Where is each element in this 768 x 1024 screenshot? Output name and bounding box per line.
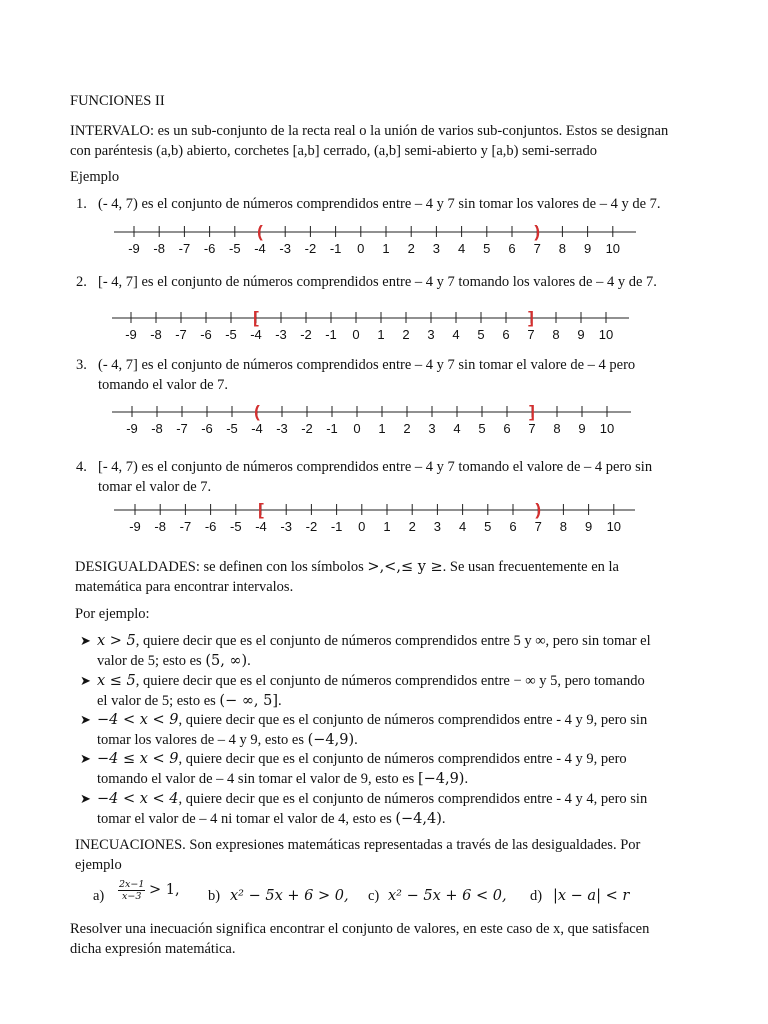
fraction-numerator: 2x−1 [119, 879, 145, 890]
number-line-tick-label: -9 [125, 327, 137, 342]
page-title: FUNCIONES II [70, 93, 165, 109]
item-c-label: c) [368, 888, 380, 904]
desigualdades-line2: matemática para encontrar intervalos. [75, 579, 294, 595]
number-line-tick-label: -5 [229, 241, 241, 256]
item-a-label: a) [93, 888, 105, 904]
number-line-tick-label: 2 [407, 241, 415, 256]
number-line-tick-label: 4 [453, 421, 461, 436]
number-line-tick-label: -1 [326, 421, 338, 436]
number-line-tick-label: 3 [433, 519, 442, 534]
number-line [112, 308, 629, 342]
number-line-tick-label: 1 [383, 519, 391, 534]
bullet-expression: −4 < x < 9 [97, 712, 179, 728]
number-line-tick-label: -7 [178, 241, 191, 256]
bullet-line2 [97, 769, 468, 789]
number-line-tick-label: -7 [176, 421, 188, 436]
intervalo-text: : es un sub-conjunto de la recta real o la unión de varios sub-conjuntos. Estos se designan [149, 123, 669, 139]
bullet-text: tomando el valor de – 4 sin tomar el valor de 9, esto es [97, 771, 418, 787]
number-line-tick-label: 3 [428, 421, 436, 436]
bullet-interval: (− ∞, 5] [219, 693, 279, 709]
number-line-tick-label: 6 [508, 241, 516, 256]
number-line-tick-label: -5 [226, 421, 238, 436]
number-line-tick-label: 8 [559, 519, 568, 534]
number-line-tick-label: -3 [279, 241, 291, 256]
number-line-tick-label: 9 [583, 241, 592, 256]
number-line-tick-label: 1 [377, 327, 385, 342]
arrow-bullet-icon: ➤ [80, 751, 91, 766]
example-text-continued: tomando el valor de 7. [98, 377, 229, 393]
bullet-line1 [97, 749, 627, 769]
bullet-expression: x > 5 [97, 633, 136, 649]
example-text-continued: tomar el valor de 7. [98, 479, 212, 495]
bullet-line2 [97, 809, 446, 829]
number-line-tick-label: 4 [458, 519, 467, 534]
number-line-tick-label: 9 [577, 327, 585, 342]
number-line-tick-label: -9 [126, 421, 138, 436]
number-line-tick-label: 2 [402, 327, 410, 342]
bullet-line1 [97, 671, 645, 691]
number-line-tick-label: 5 [484, 519, 492, 534]
number-line-tick-label: -2 [301, 421, 313, 436]
interval-right-endpoint: ] [529, 402, 535, 421]
number-line-tick-label: 7 [534, 519, 542, 534]
number-line-tick-label: -7 [175, 327, 187, 342]
item-b-expression: x² − 5x + 6 > 0, [230, 888, 349, 904]
bullet-expression: −4 < x < 4 [97, 791, 179, 807]
number-line-tick-label: 5 [478, 421, 486, 436]
number-line-tick-label: -7 [179, 519, 192, 534]
bullet-text: , quiere decir que es el conjunto de números comprendidos entre - 4 y 9, pero [178, 751, 627, 767]
example-text: [- 4, 7) es el conjunto de números comprendidos entre – 4 y 7 tomando el valore de – 4 pero sin [98, 459, 653, 475]
number-line-tick-label: 6 [509, 519, 517, 534]
bullet-end: . [441, 811, 446, 827]
inecuaciones-line1: INECUACIONES. Son expresiones matemáticas representadas a través de las desigualdades. Por [75, 837, 641, 853]
item-c-expression: x² − 5x + 6 < 0, [388, 888, 507, 904]
number-line-tick-label: 1 [378, 421, 386, 436]
bullet-end: . [247, 653, 251, 669]
example-number: 4. [76, 459, 87, 475]
number-line-tick-label: 5 [483, 241, 491, 256]
fraction [118, 879, 145, 902]
number-line-tick-label: 10 [605, 241, 621, 256]
interval-right-endpoint: ) [534, 222, 541, 241]
number-line-tick-label: 10 [606, 519, 622, 534]
number-line-tick-label: -9 [129, 519, 141, 534]
number-line-tick-label: -1 [329, 241, 342, 256]
number-line-tick-label: 6 [503, 421, 511, 436]
number-line-tick-label: -1 [330, 519, 343, 534]
number-line-tick-label: -2 [300, 327, 312, 342]
example-text: [- 4, 7] es el conjunto de números comprendidos entre – 4 y 7 tomando los valores de – 4 y de 7. [98, 274, 657, 290]
number-line-tick-label: -6 [204, 519, 217, 534]
interval-left-endpoint: ( [254, 402, 260, 421]
number-line-tick-label: 9 [578, 421, 586, 436]
number-line [114, 222, 636, 256]
bullet-expression: −4 ≤ x < 9 [97, 751, 179, 767]
desigualdades-text: : se definen con los símbolos [195, 559, 368, 575]
number-line-tick-label: -4 [251, 421, 263, 436]
item-d-label: d) [530, 888, 543, 904]
ejemplo-label: Ejemplo [70, 169, 120, 185]
bullet-end: . [464, 771, 469, 787]
number-line-tick-label: 0 [352, 327, 360, 342]
inecuaciones-line2: ejemplo [75, 857, 122, 873]
bullet-text: el valor de 5; esto es [97, 693, 220, 709]
number-line-tick-label: -9 [128, 241, 140, 256]
number-line-tick-label: 7 [528, 421, 536, 436]
bullet-text: , quiere decir que es el conjunto de números comprendidos entre 5 y ∞, pero sin tomar el [135, 633, 651, 649]
number-line-tick-label: -4 [254, 241, 266, 256]
intervalo-term: INTERVALO [70, 123, 150, 139]
number-line [114, 500, 635, 534]
number-line-tick-label: 7 [527, 327, 535, 342]
number-line-tick-label: -8 [150, 327, 162, 342]
number-line-tick-label: -6 [201, 421, 213, 436]
number-line-tick-label: 8 [552, 327, 560, 342]
number-line-tick-label: -6 [200, 327, 212, 342]
number-line [112, 402, 631, 436]
bullet-text: tomar el valor de – 4 ni tomar el valor de 4, esto es [97, 811, 396, 827]
bullet-line1 [97, 789, 647, 809]
bullet-interval: (5, ∞) [205, 653, 248, 669]
arrow-bullet-icon: ➤ [80, 791, 91, 806]
number-line-tick-label: 3 [432, 241, 441, 256]
bullet-text: valor de 5; esto es [97, 653, 206, 669]
example-number: 1. [76, 196, 87, 212]
number-line-tick-label: 4 [452, 327, 460, 342]
number-line-tick-label: -1 [325, 327, 337, 342]
number-line-tick-label: 0 [357, 241, 365, 256]
number-line-tick-label: -8 [153, 241, 165, 256]
number-line-tick-label: -6 [203, 241, 216, 256]
bullet-text: , quiere decir que es el conjunto de números comprendidos entre - 4 y 4, pero sin [178, 791, 648, 807]
number-line-tick-label: 0 [358, 519, 366, 534]
fraction-denominator: x−3 [122, 891, 142, 902]
number-line-tick-label: -8 [154, 519, 166, 534]
number-line-tick-label: -2 [304, 241, 317, 256]
number-line-tick-label: 8 [558, 241, 567, 256]
number-line-tick-label: 5 [477, 327, 485, 342]
number-line-tick-label: -2 [305, 519, 318, 534]
number-line-tick-label: -5 [225, 327, 237, 342]
item-d-expression: |x − a| < r [553, 888, 630, 904]
bullet-line1 [97, 631, 651, 651]
item-b-label: b) [208, 888, 221, 904]
desigualdades-line1 [75, 557, 619, 577]
arrow-bullet-icon: ➤ [80, 673, 91, 688]
bullet-interval: [−4,9) [417, 771, 465, 787]
number-line-tick-label: 10 [599, 421, 615, 436]
number-line-tick-label: -5 [230, 519, 242, 534]
bullet-text: tomar los valores de – 4 y 9, esto es [97, 732, 308, 748]
example-text: (- 4, 7] es el conjunto de números comprendidos entre – 4 y 7 sin tomar el valore de – 4 pero [98, 357, 636, 373]
bullet-line2 [97, 651, 251, 671]
bullet-end: . [354, 732, 358, 748]
number-line-tick-label: -3 [275, 327, 287, 342]
desigualdades-text-end: . Se usan frecuentemente en la [442, 559, 619, 575]
bullet-line2 [97, 691, 282, 711]
bullet-end: . [278, 693, 282, 709]
number-line-tick-label: -3 [280, 519, 292, 534]
number-line-tick-label: 4 [457, 241, 466, 256]
resolver-line1: Resolver una inecuación significa encontrar el conjunto de valores, en este caso de x, que satisfacen [70, 921, 650, 937]
number-line-tick-label: 8 [553, 421, 561, 436]
number-line-tick-label: 1 [382, 241, 390, 256]
arrow-bullet-icon: ➤ [80, 712, 91, 727]
interval-right-endpoint: ] [528, 308, 534, 327]
item-a-expression [118, 879, 180, 902]
bullet-text: , quiere decir que es el conjunto de números comprendidos entre - 4 y 9, pero sin [178, 712, 648, 728]
interval-right-endpoint: ) [535, 500, 542, 519]
interval-left-endpoint: [ [253, 308, 259, 327]
bullet-interval: (−4,9) [307, 732, 355, 748]
bullet-line1 [97, 710, 647, 730]
bullet-text: , quiere decir que es el conjunto de números comprendidos entre − ∞ y 5, pero tomando [135, 673, 645, 689]
number-line-tick-label: 9 [584, 519, 593, 534]
number-line-tick-label: -4 [250, 327, 262, 342]
number-line-tick-label: -3 [276, 421, 288, 436]
number-line-tick-label: 6 [502, 327, 510, 342]
resolver-line2: dicha expresión matemática. [70, 941, 236, 957]
number-line-tick-label: -4 [255, 519, 267, 534]
interval-left-endpoint: [ [258, 500, 264, 519]
desigualdades-term: DESIGUALDADES [75, 559, 196, 575]
bullet-expression: x ≤ 5 [97, 673, 136, 689]
example-number: 2. [76, 274, 87, 290]
number-line-tick-label: 7 [533, 241, 541, 256]
intervalo-definition-line2: con paréntesis (a,b) abierto, corchetes [a,b] cerrado, (a,b] semi-abierto y [a,b) semi-serrado [70, 143, 597, 159]
desigualdades-symbols: >,<,≤ y ≥ [367, 559, 443, 575]
number-line-tick-label: -8 [151, 421, 163, 436]
number-line-tick-label: 2 [408, 519, 416, 534]
number-line-tick-label: 3 [427, 327, 435, 342]
number-line-tick-label: 2 [403, 421, 411, 436]
item-a-rest: > 1, [149, 881, 180, 898]
bullet-line2 [97, 730, 358, 750]
interval-left-endpoint: ( [257, 222, 263, 241]
bullet-interval: (−4,4) [395, 811, 442, 827]
arrow-bullet-icon: ➤ [80, 633, 91, 648]
number-line-tick-label: 10 [598, 327, 614, 342]
example-number: 3. [76, 357, 87, 373]
por-ejemplo-label: Por ejemplo: [75, 606, 150, 622]
example-text: (- 4, 7) es el conjunto de números comprendidos entre – 4 y 7 sin tomar los valores de – 4 y de 7. [98, 196, 661, 212]
number-line-tick-label: 0 [353, 421, 361, 436]
